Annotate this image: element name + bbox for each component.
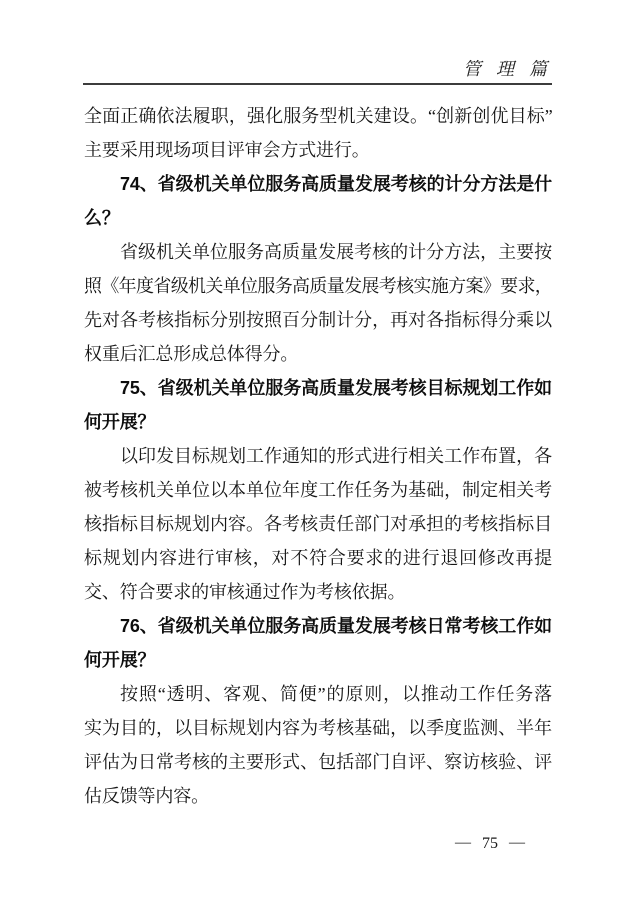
question-76-line: 何开展？	[84, 650, 156, 670]
text-line: 权重后汇总形成总体得分。	[84, 344, 299, 364]
page-footer	[455, 835, 525, 853]
footer-dash-left: —	[455, 834, 471, 851]
text-line: 照《年度省级机关单位服务高质量发展考核实施方案》要求，	[84, 276, 552, 296]
text-line: 省级机关单位服务高质量发展考核的计分方法，主要按	[120, 242, 552, 262]
question-75-line: 何开展？	[84, 412, 156, 432]
running-head-section-title: 管 理 篇	[463, 59, 549, 79]
question-74-line: 么？	[84, 208, 120, 228]
text-line: 主要采用现场项目评审会方式进行。	[84, 140, 370, 160]
question-75-line: 75、省级机关单位服务高质量发展考核目标规划工作如	[120, 378, 552, 398]
text-line: 被考核机关单位以本单位年度工作任务为基础，制定相关考	[84, 480, 552, 500]
text-line: 核指标目标规划内容。各考核责任部门对承担的考核指标目	[84, 514, 552, 534]
text-line: 评估为日常考核的主要形式、包括部门自评、察访核验、评	[84, 752, 552, 772]
question-76-line: 76、省级机关单位服务高质量发展考核日常考核工作如	[120, 616, 552, 636]
footer-dash-right: —	[509, 834, 525, 851]
page-body-text	[84, 99, 552, 813]
text-line: 标规划内容进行审核，对不符合要求的进行退回修改再提	[84, 548, 552, 568]
text-line: 按照“透明、客观、简便”的原则，以推动工作任务落	[120, 684, 552, 704]
text-line: 估反馈等内容。	[84, 786, 209, 806]
text-line: 先对各考核指标分别按照百分制计分，再对各指标得分乘以	[84, 310, 552, 330]
question-74-line: 74、省级机关单位服务高质量发展考核的计分方法是什	[120, 174, 552, 194]
text-line: 全面正确依法履职，强化服务型机关建设。“创新创优目标”	[84, 106, 552, 126]
page-number: 75	[482, 835, 498, 852]
text-line: 以印发目标规划工作通知的形式进行相关工作布置，各	[120, 446, 552, 466]
text-line: 实为目的，以目标规划内容为考核基础，以季度监测、半年	[84, 718, 552, 738]
header-rule	[83, 83, 552, 85]
text-line: 交、符合要求的审核通过作为考核依据。	[84, 582, 406, 602]
